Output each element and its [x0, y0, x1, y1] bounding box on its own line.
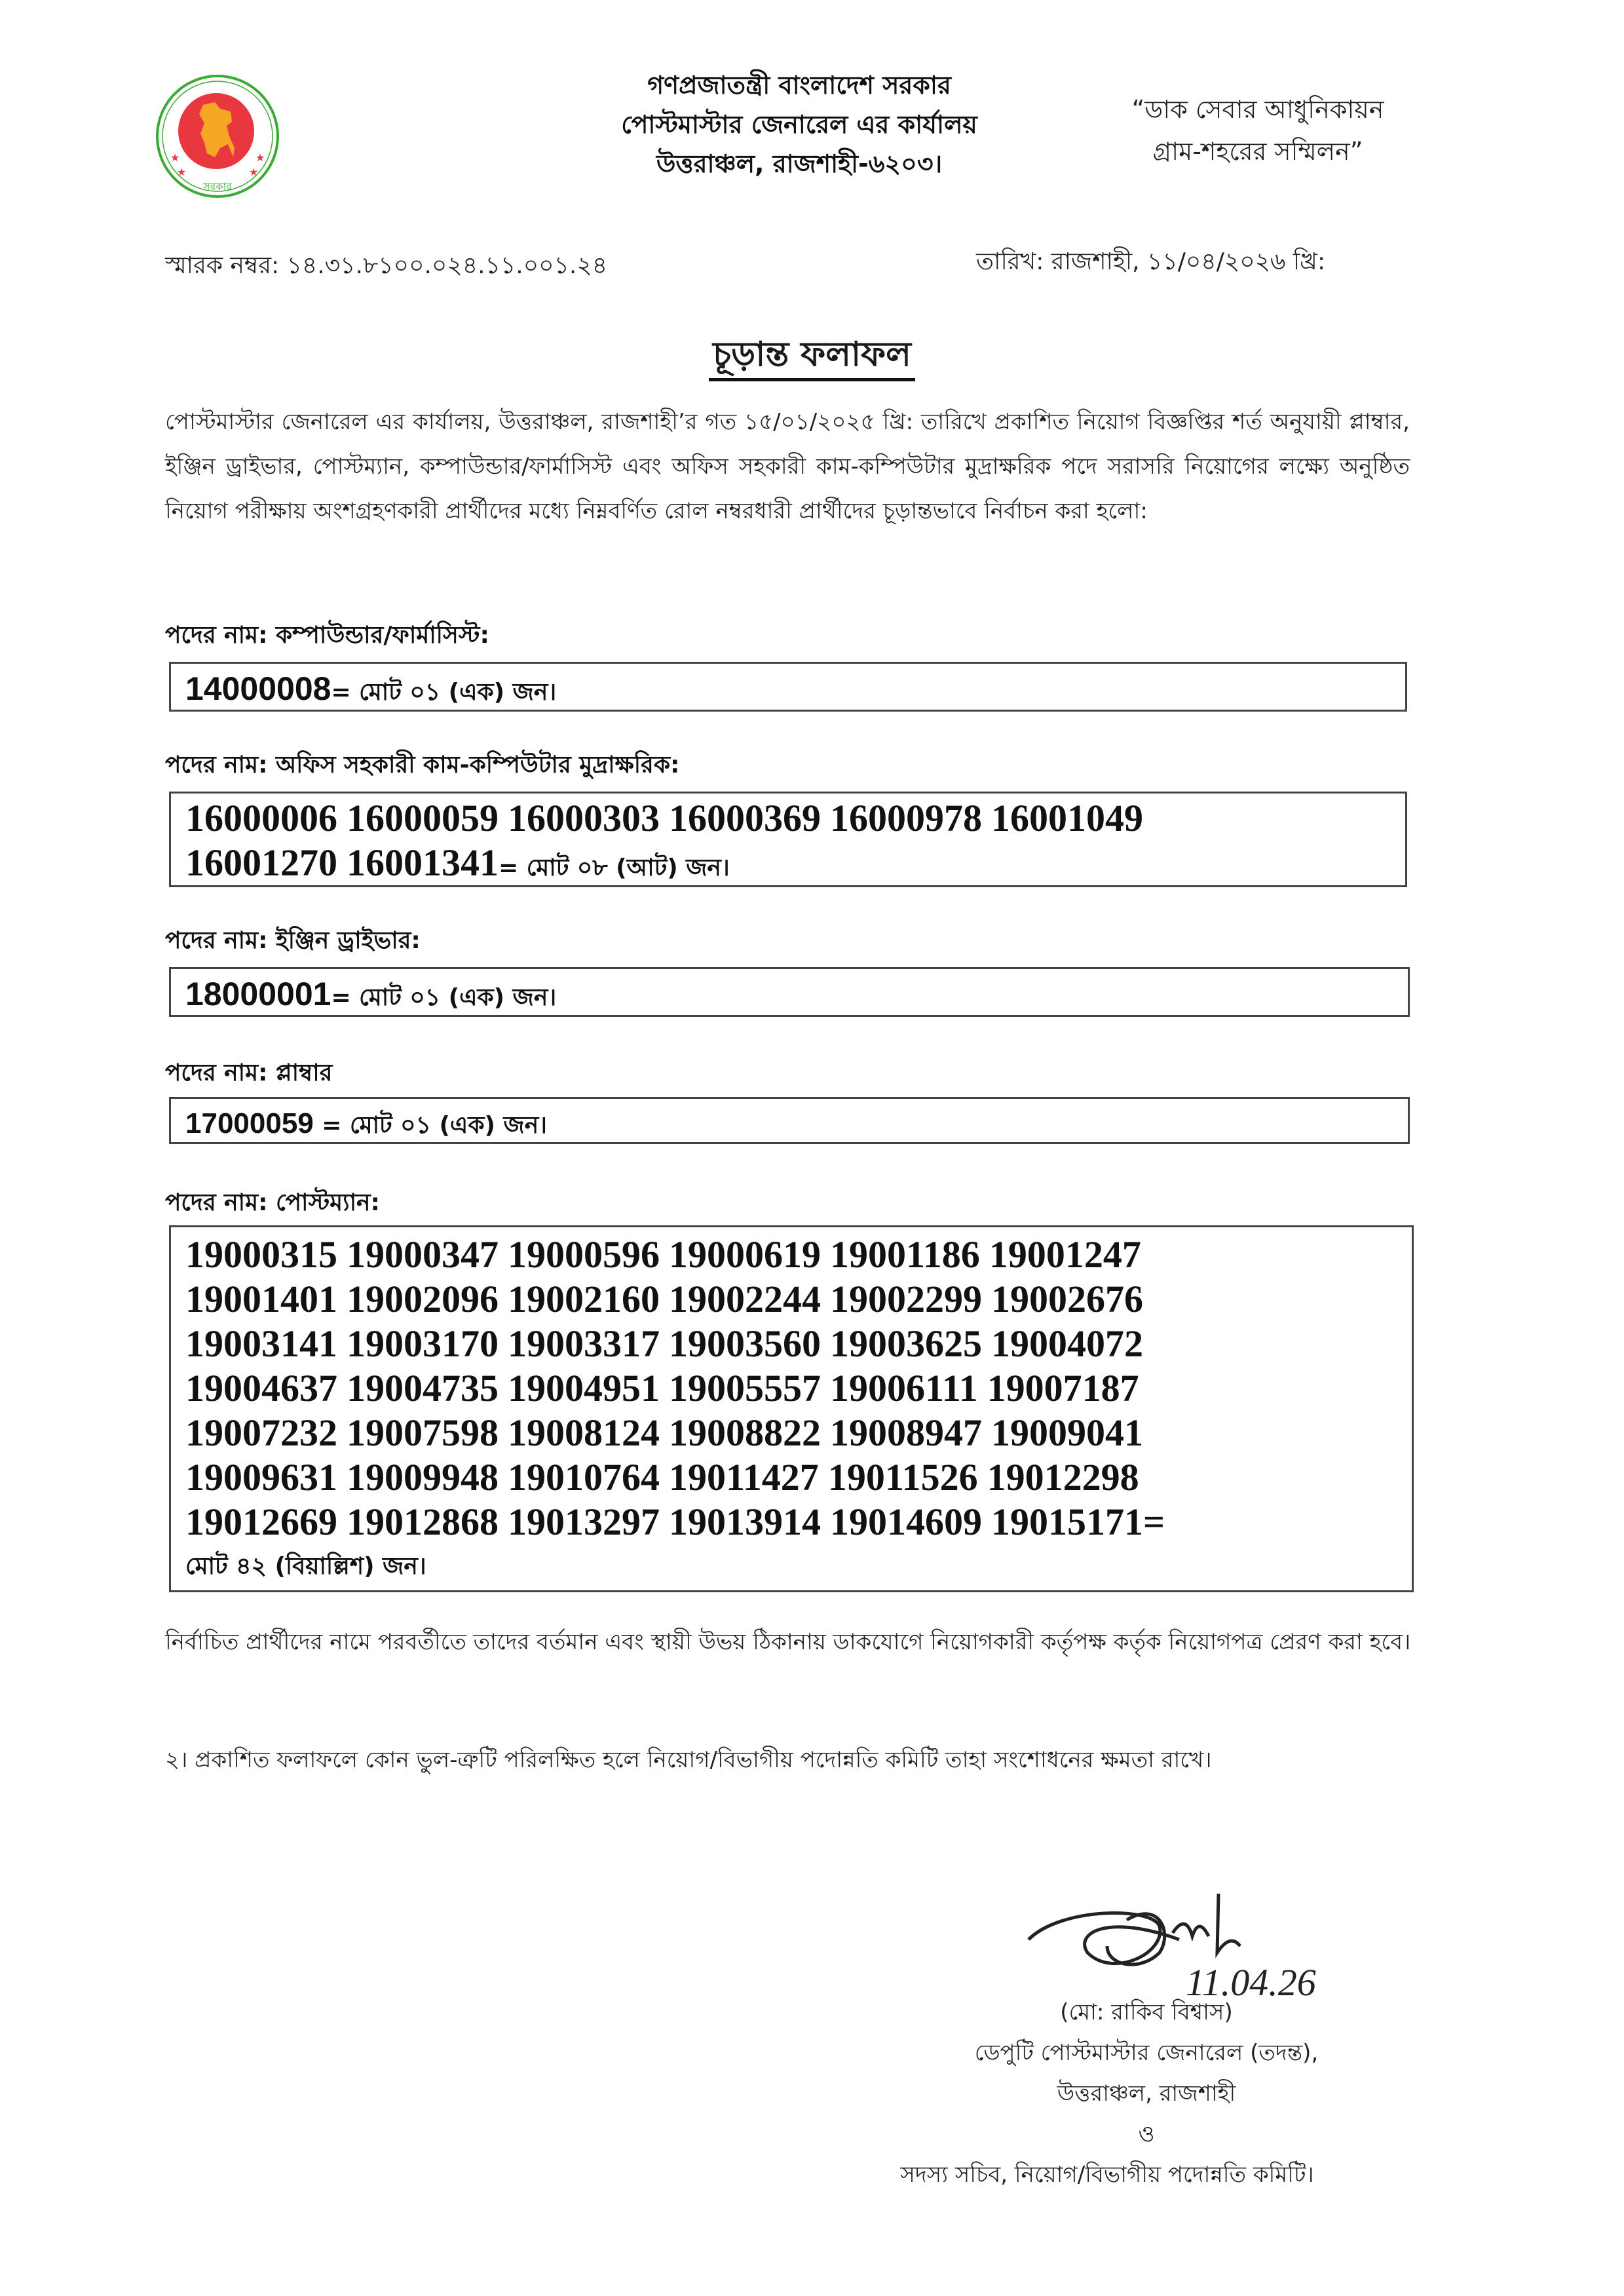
roll-number: 16000978	[830, 797, 982, 839]
signatory-region: উত্তরাঞ্চল, রাজশাহী	[1057, 2080, 1236, 2107]
roll-number: 16000303	[508, 797, 660, 839]
slogan	[1022, 88, 1494, 172]
svg-text:★: ★	[170, 151, 180, 164]
government-emblem	[152, 71, 283, 202]
roll-row: 19004637 19004735 19004951 19005557 19006111 19007187	[185, 1367, 1139, 1409]
document-title	[0, 328, 1624, 385]
total-count: = মোট ০১ (এক) জন।	[331, 984, 557, 1011]
bangladesh-emblem-icon	[152, 71, 283, 202]
svg-text:সরকার: সরকার	[202, 180, 233, 193]
svg-text:★: ★	[249, 166, 259, 178]
slogan-line-2: গ্রাম-শহরের সম্মিলন”	[1152, 137, 1363, 166]
roll-number: 16001341	[347, 841, 499, 884]
committee-role: সদস্য সচিব, নিয়োগ/বিভাগীয় পদোন্নতি কমিটি।	[900, 2162, 1314, 2188]
roll-number: 16001049	[991, 797, 1143, 839]
closing-paragraph-2: ২। প্রকাশিত ফলাফলে কোন ভুল-ত্রুটি পরিলক্ষিত হলে নিয়োগ/বিভাগীয় পদোন্নতি কমিটি তাহা সংশোধনের ক্ষমতা রাখে।	[165, 1747, 1212, 1773]
total-count: = মোট ০১ (এক) জন।	[331, 679, 557, 706]
roll-box-office-assistant	[169, 792, 1407, 887]
roll-number: 17000059	[185, 1107, 314, 1139]
conjunction: ও	[1138, 2121, 1155, 2147]
intro-paragraph: পোস্টমাস্টার জেনারেল এর কার্যালয়, উত্তরাঞ্চল, রাজশাহী’র গত ১৫/০১/২০২৫ খ্রি: তারিখে প্রকাশিত নিয়োগ বিজ্ঞপ্তির শর্ত অনুযায়ী প্লাম্বার, ইঞ্জিন ড্রাইভার, পোস্টম্যান, কম্পাউন্ডার/ফার্মাসিস্ট এবং অফিস সহকারী কাম-কম্পিউটার মুদ্রাক্ষরিক পদে সরাসরি নিয়োগের লক্ষ্যে অনুষ্ঠিত নিয়োগ পরীক্ষায় অংশগ্রহণকারী প্রার্থীদের মধ্যে নিম্নবর্ণিত রোল নম্বরধারী প্রার্থীদের চূড়ান্তভাবে নির্বাচন করা হলো:	[165, 409, 1410, 524]
svg-text:★: ★	[177, 166, 187, 178]
roll-box-engine-driver	[169, 967, 1410, 1017]
post-label-postman: পদের নাম: পোস্টম্যান:	[165, 1189, 380, 1216]
roll-row: 19007232 19007598 19008124 19008822 19008947 19009041	[185, 1411, 1143, 1454]
svg-text:★: ★	[255, 151, 265, 164]
roll-number: 16000059	[347, 797, 499, 839]
signatory-block	[852, 1992, 1441, 2195]
total-count: = মোট ০১ (এক) জন।	[313, 1112, 548, 1139]
roll-number: 14000008	[185, 670, 331, 707]
memo-number: স্মারক নম্বর: ১৪.৩১.৮১০০.০২৪.১১.০০১.২৪	[165, 252, 608, 279]
office-address: উত্তরাঞ্চল, রাজশাহী-৬২০৩।	[656, 149, 943, 178]
roll-row: 19001401 19002096 19002160 19002244 19002299 19002676	[185, 1278, 1143, 1320]
roll-number: 16000006	[185, 797, 337, 839]
closing-paragraph-1: নির্বাচিত প্রার্থীদের নামে পরবর্তীতে তাদের বর্তমান এবং স্থায়ী উভয় ঠিকানায় ডাকযোগে নিয়োগকারী কর্তৃপক্ষ কর্তৃক নিয়োগপত্র প্রেরণ করা হবে।	[165, 1629, 1411, 1655]
roll-number: 18000001	[185, 976, 331, 1012]
total-count: মোট ৪২ (বিয়াল্লিশ) জন।	[185, 1553, 426, 1580]
roll-row: 19009631 19009948 19010764 19011427 19011526 19012298	[185, 1456, 1139, 1499]
roll-row: 19012669 19012868 19013297 19013914 19014609 19015171=	[185, 1501, 1165, 1543]
signature-date: 11.04.26	[1186, 1961, 1316, 2004]
roll-row: 19003141 19003170 19003317 19003560 19003625 19004072	[185, 1322, 1143, 1365]
roll-box-postman	[169, 1225, 1414, 1592]
post-label-plumber: পদের নাম: প্লাম্বার	[165, 1060, 333, 1086]
signatory-designation: ডেপুটি পোস্টমাস্টার জেনারেল (তদন্ত),	[974, 2040, 1319, 2066]
roll-box-plumber	[169, 1097, 1410, 1144]
roll-box-pharmacist	[169, 662, 1407, 712]
government-name: গণপ্রজাতন্ত্রী বাংলাদেশ সরকার	[647, 71, 951, 100]
issue-date: তারিখ: রাজশাহী, ১১/০৪/২০২৬ খ্রি:	[976, 248, 1326, 275]
roll-number: 16001270	[185, 841, 337, 884]
roll-row: 19000315 19000347 19000596 19000619 19001186 19001247	[185, 1233, 1141, 1276]
signatory-name: (মো: রাকিব বিশ্বাস)	[1060, 1999, 1233, 2025]
post-label-engine-driver: পদের নাম: ইঞ্জিন ড্রাইভার:	[165, 927, 421, 954]
roll-number: 16000369	[669, 797, 821, 839]
post-label-office-assistant: পদের নাম: অফিস সহকারী কাম-কম্পিউটার মুদ্রাক্ষরিক:	[165, 752, 680, 778]
total-count: = মোট ০৮ (আট) জন।	[499, 854, 730, 881]
office-name: পোস্টমাস্টার জেনারেল এর কার্যালয়	[621, 110, 977, 139]
slogan-line-1: “ডাক সেবার আধুনিকায়ন	[1131, 95, 1384, 124]
post-label-pharmacist: পদের নাম: কম্পাউন্ডার/ফার্মাসিস্ট:	[165, 622, 489, 649]
title-text: চূড়ান্ত ফলাফল	[709, 335, 915, 381]
